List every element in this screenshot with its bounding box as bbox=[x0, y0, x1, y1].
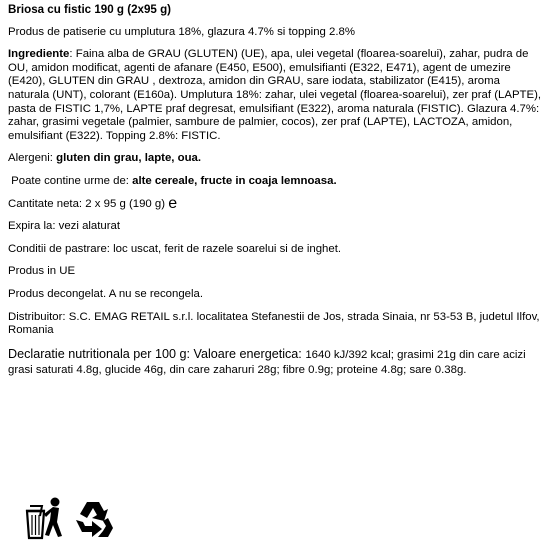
nutrition-values: 1640 kJ/392 kcal; grasimi 21g din care acizi grasi saturati 4.8g, glucide 46g, din care zaharuri 28g; fibre 0.9g; proteine 4.8g; sare 0.38g. bbox=[8, 348, 526, 377]
disposal-icons bbox=[24, 496, 124, 542]
net-quantity bbox=[8, 194, 542, 212]
estimated-sign: e bbox=[168, 194, 178, 212]
allergens-value: gluten din grau, lapte, oua. bbox=[56, 152, 202, 165]
product-title: Briosa cu fistic 190 g (2x95 g) bbox=[8, 3, 172, 16]
ingredients-label: Ingrediente bbox=[8, 48, 70, 61]
allergens-paragraph bbox=[8, 152, 542, 166]
tidyman-bin-icon bbox=[24, 496, 70, 542]
traces-value: alte cereale, fructe in coaja lemnoasa. bbox=[132, 174, 337, 187]
ingredients-paragraph bbox=[8, 48, 542, 143]
nutrition-label: Declaratie nutritionala per 100 g: Valoare energetica: bbox=[8, 346, 306, 361]
expiry-text: Expira la: vezi alaturat bbox=[8, 220, 121, 233]
allergens-label: Alergeni: bbox=[8, 152, 57, 165]
storage-text: Conditii de pastrare: loc uscat, ferit de razele soarelui si de inghet. bbox=[8, 242, 342, 255]
label-document bbox=[8, 3, 542, 387]
ingredients-text: : Faina alba de GRAU (GLUTEN) (UE), apa, ulei vegetal (floarea-soarelui), zahar, pudra de OU, amidon modificat, agenti de afanare (E450, E500), emulsifianti (E322, E471), agent de umezire (E420), GLUTEN din GRAU , dextroza, amidon din GRAU, sare iodata, stabilizator (E415), aroma naturala (UNT), colorant (E160a). Umplutura 18%: zahar, ulei vegetal (floarea-soarelui), zer praf (LAPTE), pasta de FISTIC 1,7%, LAPTE praf degresat, emulsifiant (E322), aroma naturala (FISTIC). Glazura 4.7%: zahar, grasimi vegetale (palmier, sambure de palmier, cocos), zer praf (LAPTE), LACTOZA, amidon, emulsifiant (E322). Topping 2.8%: FISTIC. bbox=[8, 48, 542, 142]
recycle-icon bbox=[70, 496, 116, 542]
distributor-text: Distribuitor: S.C. EMAG RETAIL s.r.l. localitatea Stefanestii de Jos, strada Sinaia, nr 53-53 B, judetul Ilfov, Romania bbox=[8, 310, 540, 337]
nutrition-declaration bbox=[8, 347, 542, 378]
net-quantity-text: Cantitate neta: 2 x 95 g (190 g) bbox=[8, 197, 169, 210]
frozen-text: Produs decongelat. A nu se recongela. bbox=[8, 287, 204, 300]
traces-paragraph bbox=[8, 175, 542, 189]
product-subtitle: Produs de patiserie cu umplutura 18%, glazura 4.7% si topping 2.8% bbox=[8, 25, 355, 38]
traces-label: Poate contine urme de: bbox=[8, 174, 133, 187]
origin-text: Produs in UE bbox=[8, 265, 76, 278]
